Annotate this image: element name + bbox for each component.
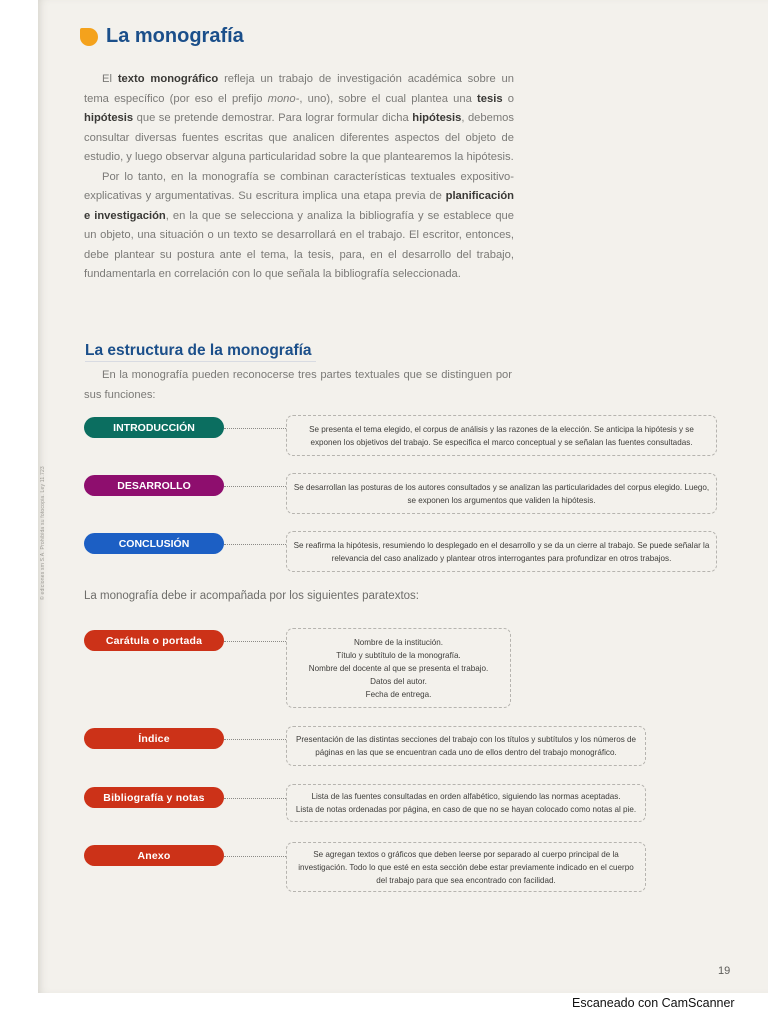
connector [224, 856, 286, 857]
part-conclusion-pill [84, 533, 224, 554]
paratext-caratula-label: Carátula o portada [105, 634, 203, 647]
part-introduccion-label: INTRODUCCIÓN [113, 421, 195, 434]
caratula-line: Nombre de la institución. [353, 637, 444, 647]
caratula-line: Datos del autor. [370, 676, 427, 686]
paratext-anexo-pill [84, 845, 224, 866]
paratext-indice-label: Índice [138, 732, 170, 745]
connector [224, 544, 286, 545]
part-desarrollo-text: Se desarrollan las posturas de los autores consultados y se analizan las particularidades del corpus elegido. Luego, se exponen los argumentos que validen la hipótesis. [293, 482, 710, 505]
scanner-watermark: Escaneado con CamScanner [572, 996, 735, 1010]
part-conclusion-text: Se reafirma la hipótesis, resumiendo lo desplegado en el desarrollo y se da un cierre al trabajo. Se puede señalar la relevancia del caso analizado y plantear otros interrogantes para profundizar en otros trabajos. [293, 540, 710, 563]
paratext-bibliografia-lines [293, 790, 639, 816]
paratexts-intro: La monografía debe ir acompañada por los siguientes paratextos: [84, 590, 419, 602]
part-conclusion-label: CONCLUSIÓN [118, 537, 190, 550]
title-row [80, 25, 244, 48]
part-desarrollo-pill [84, 475, 224, 496]
caratula-line: Fecha de entrega. [365, 689, 432, 699]
bibliografia-line: Lista de notas ordenadas por página, en caso de que no se hayan colocado como notas al pie. [295, 805, 637, 814]
intro-paragraph-1: El texto monográfico refleja un trabajo de investigación académica sobre un tema específico (por eso el prefijo mono-, uno), sobre el cual plantea una tesis o hipótesis que se pretende demostrar. Para lograr formular dicha hipótesis, debemos consultar diversas fuentes escritas que analicen diferentes aspectos del objeto de estudio, y luego observar alguna particularidad sobre la que plantearemos la hipótesis. [84, 73, 514, 163]
structure-intro [84, 366, 512, 405]
part-desarrollo-label: DESARROLLO [117, 479, 191, 492]
page-number: 19 [718, 965, 731, 977]
connector [224, 739, 286, 740]
paratext-indice-pill [84, 728, 224, 749]
part-desarrollo-box [286, 473, 717, 514]
copyright-note: © ediciones sm S.A. Prohibida su fotocopia. Ley 11.723 [40, 466, 46, 600]
orange-bullet-icon [80, 28, 98, 46]
paratext-indice-box [286, 726, 646, 766]
intro-text [84, 70, 514, 285]
part-introduccion-pill [84, 417, 224, 438]
caratula-line: Título y subtítulo de la monografía. [336, 650, 461, 660]
intro-paragraph-2: Por lo tanto, en la monografía se combinan características textuales expositivo-explicativas y argumentativas. Su escritura implica una etapa previa de planificación e investigación, en la que se selecciona y analiza la bibliografía y se establece que un objeto, una situación o un texto se desarrollará en el trabajo. El escritor, entonces, debe plantear su postura ante el tema, la tesis, para, en el desarrollo del trabajo, fundamentarla en correlación con lo que señala la bibliografía seleccionada. [84, 170, 514, 280]
structure-intro-text: En la monografía pueden reconocerse tres partes textuales que se distinguen por sus funciones: [84, 369, 512, 401]
connector [224, 798, 286, 799]
paratext-caratula-pill [84, 630, 224, 651]
connector [224, 428, 286, 429]
paratext-bibliografia-label: Bibliografía y notas [103, 791, 205, 804]
paratext-anexo-box [286, 842, 646, 892]
bibliografia-line: Lista de las fuentes consultadas en orden alfabético, siguiendo las normas aceptadas. [311, 792, 621, 801]
structure-heading: La estructura de la monografía [85, 342, 312, 359]
paratext-anexo-label: Anexo [137, 849, 171, 862]
connector [224, 641, 286, 642]
paratext-anexo-text: Se agregan textos o gráficos que deben leerse por separado al cuerpo principal de la investigación. Todo lo que esté en esta sección debe estar previamente indicado en el cuerpo del trabajo para que sea encontrado con facilidad. [298, 849, 634, 885]
paratext-caratula-lines [293, 636, 504, 701]
paratext-bibliografia-pill [84, 787, 224, 808]
paratext-indice-text: Presentación de las distintas secciones del trabajo con los títulos y subtítulos y los números de páginas en las que se encuentran cada uno de ellos dentro del trabajo monográfico. [295, 735, 637, 757]
part-introduccion-box [286, 415, 717, 456]
paratext-caratula-box [286, 628, 511, 708]
page-title: La monografía [106, 25, 244, 47]
part-introduccion-text: Se presenta el tema elegido, el corpus de análisis y las razones de la elección. Se anticipa la hipótesis y se exponen los objetivos del trabajo. Se especifica el marco conceptual y se señalan las fuentes consultadas. [309, 424, 694, 447]
paratext-bibliografia-box [286, 784, 646, 822]
part-conclusion-box [286, 531, 717, 572]
connector [224, 486, 286, 487]
caratula-line: Nombre del docente al que se presenta el trabajo. [308, 663, 489, 673]
